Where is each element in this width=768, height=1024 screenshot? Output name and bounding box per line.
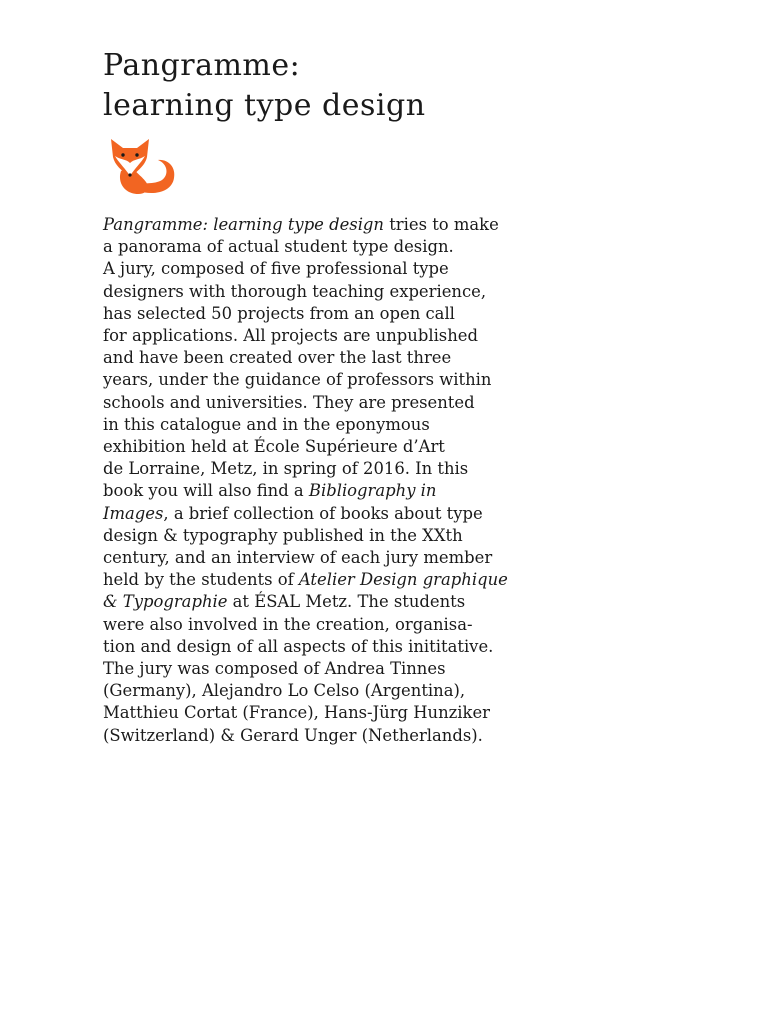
text-line: Pangramme: learning type design tries to make bbox=[103, 215, 499, 234]
text-line: (Germany), Alejandro Lo Celso (Argentina), bbox=[103, 681, 466, 701]
text-line: and have been created over the last three bbox=[103, 348, 452, 368]
text-line: The jury was composed of Andrea Tinnes bbox=[103, 659, 446, 679]
text-line: (Switzerland) & Gerard Unger (Netherlands). bbox=[103, 725, 483, 745]
text-line: century, and an interview of each jury member bbox=[103, 548, 493, 568]
text-line: tion and design of all aspects of this inititative. bbox=[103, 636, 494, 656]
text-line: years, under the guidance of professors within bbox=[103, 370, 492, 390]
text-line: has selected 50 projects from an open call bbox=[103, 303, 455, 323]
text-line: A jury, composed of five professional type bbox=[103, 259, 449, 279]
book-title-italic: Pangramme: learning type design bbox=[103, 215, 384, 234]
text-line: Matthieu Cortat (France), Hans-Jürg Hunziker bbox=[103, 703, 491, 723]
atelier-italic: & Typographie bbox=[103, 592, 228, 612]
text-line: design & typography published in the XXth bbox=[103, 525, 463, 545]
text-line: held by the students of Atelier Design graphique bbox=[103, 570, 508, 590]
page-content bbox=[103, 46, 663, 747]
text-line: schools and universities. They are presented bbox=[103, 392, 475, 412]
fox-logo-icon bbox=[108, 138, 186, 198]
title-line-2: learning type design bbox=[103, 88, 426, 123]
atelier-italic: Atelier Design graphique bbox=[298, 570, 508, 590]
text-line: for applications. All projects are unpublished bbox=[103, 326, 478, 346]
bibliography-italic: Images bbox=[103, 503, 164, 523]
title-line-1: Pangramme: bbox=[103, 48, 301, 83]
text-line: designers with thorough teaching experience, bbox=[103, 281, 487, 301]
bibliography-italic: Bibliography in bbox=[308, 481, 437, 501]
text-line: book you will also find a Bibliography in bbox=[103, 481, 437, 501]
text-line: & Typographie at ÉSAL Metz. The students bbox=[103, 592, 466, 612]
text-line: in this catalogue and in the eponymous bbox=[103, 414, 430, 434]
text-line: were also involved in the creation, organisa- bbox=[103, 614, 473, 634]
page-title bbox=[103, 46, 663, 126]
text-line: a panorama of actual student type design. bbox=[103, 237, 454, 257]
text-line: Images, a brief collection of books about type bbox=[103, 503, 483, 523]
text-line: exhibition held at École Supérieure d’Art bbox=[103, 437, 445, 457]
text-line: de Lorraine, Metz, in spring of 2016. In this bbox=[103, 459, 469, 479]
intro-paragraph bbox=[103, 214, 663, 747]
